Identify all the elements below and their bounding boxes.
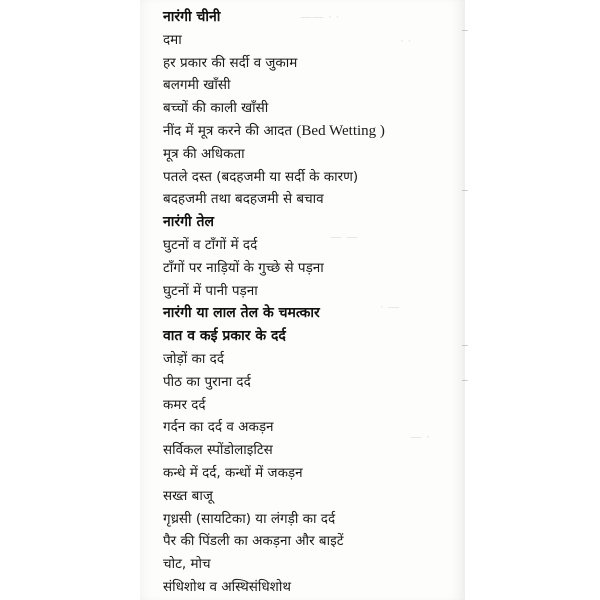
section-heading: नारंगी चीनी (163, 9, 221, 25)
list-item: जोड़ों का दर्द (163, 350, 225, 367)
list-item: टाँगों पर नाड़ियों के गुच्छे से पड़ना (163, 259, 324, 276)
list-item: पैर की पिंडली का अकड़ना और बाइटें (163, 533, 344, 550)
list-item: पतले दस्त (बदहजमी या सर्दी के कारण) (163, 168, 359, 185)
bleed-through-mark: · — (380, 300, 400, 314)
list-item: हर प्रकार की सर्दी व जुकाम (163, 54, 298, 71)
section-heading: नारंगी या लाल तेल के चमत्कार (163, 305, 320, 322)
list-item: दमा (163, 31, 182, 48)
bleed-through-mark: —— · · (300, 10, 340, 24)
list-item: सर्विकल स्पोंडोलाइटिस (163, 442, 273, 459)
list-item: मूत्र की अधिकता (163, 145, 245, 162)
bleed-through-mark: — · (410, 430, 430, 444)
list-item: बदहजमी तथा बदहजमी से बचाव (163, 191, 324, 208)
list-item: कन्धे में दर्द, कन्धों में जकड़न (163, 464, 303, 481)
list-item: घुटनों में पानी पड़ना (163, 282, 258, 299)
section-heading: नारंगी तेल (163, 214, 214, 231)
list-item: पीठ का पुराना दर्द (163, 373, 251, 390)
list-item: बलगमी खाँसी (163, 77, 231, 94)
bleed-through-mark: — — (330, 230, 358, 244)
list-item: गृध्रसी (सायटिका) या लंगड़ी का दर्द (163, 510, 336, 527)
list-item: संधिशोथ व अस्थिसंधिशोथ (163, 578, 291, 595)
list-item: चोट, मोच (163, 556, 211, 573)
bleed-through-mark: · · (400, 34, 412, 48)
list-item: गर्दन का दर्द व अकड़न (163, 419, 274, 436)
english-term: (Bed Wetting ) (296, 122, 385, 139)
remedy-list (163, 6, 463, 599)
list-item: नींद में मूत्र करने की आदत (Bed Wetting ) (163, 122, 385, 139)
list-item: कमर दर्द (163, 396, 206, 413)
list-item: सख्त बाजू (163, 487, 213, 504)
list-item: घुटनों व टाँगों में दर्द (163, 236, 258, 253)
section-heading: वात व कई प्रकार के दर्द (163, 328, 286, 345)
list-item: बच्चों की काली खाँसी (163, 100, 269, 117)
